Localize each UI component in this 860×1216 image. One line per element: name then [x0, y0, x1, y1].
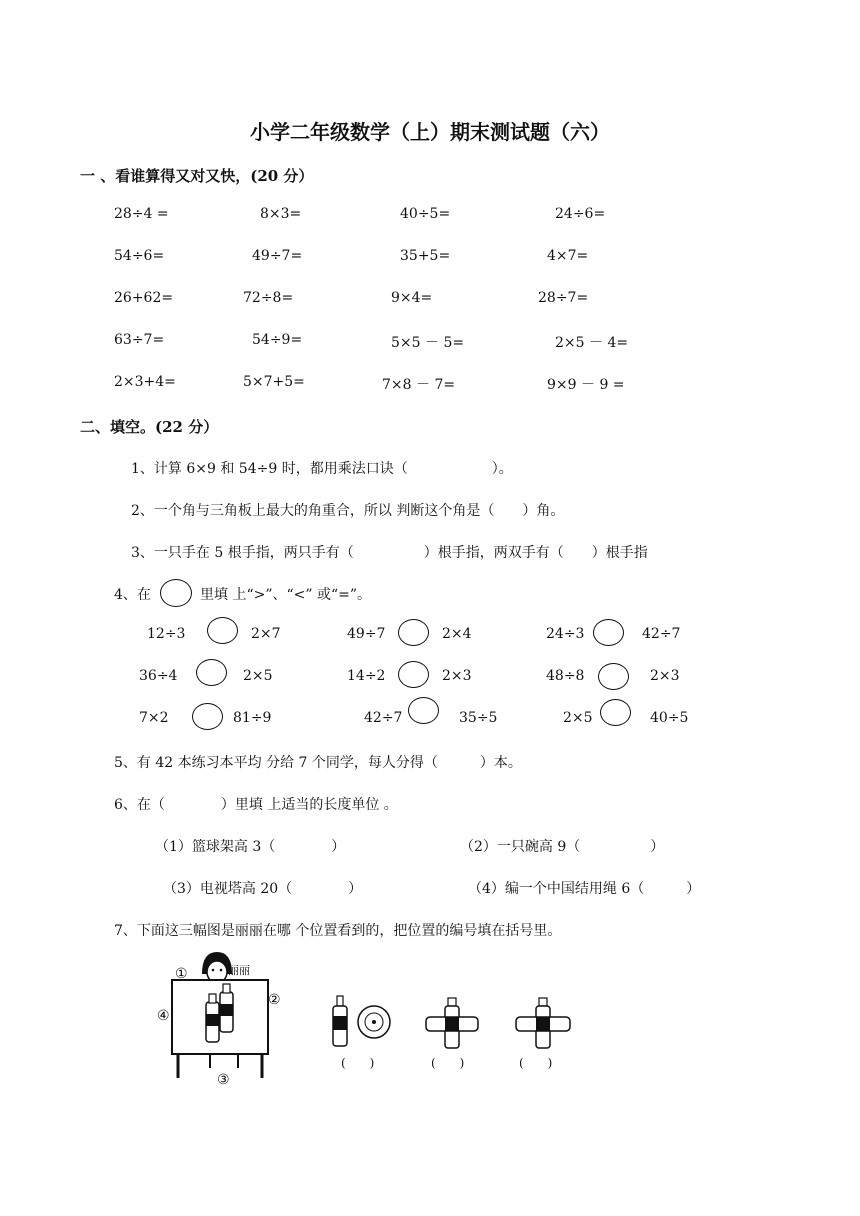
comparison-circle[interactable] [160, 579, 192, 607]
compare-left: 12÷3 [147, 626, 186, 642]
question-2: 2、一个角与三角板上最大的角重合，所以 判断这个角是（ ）角。 [131, 503, 565, 519]
compare-right: 42÷7 [642, 626, 681, 642]
compare-left: 24÷3 [546, 626, 585, 642]
comparison-circle[interactable] [598, 663, 629, 690]
calc-item: 4×7= [547, 248, 589, 264]
calc-item: 40÷5= [400, 206, 451, 222]
compare-left: 2×5 [563, 710, 593, 726]
answer-blank-1[interactable]: ( ) [341, 1056, 375, 1070]
position-2: ② [268, 992, 281, 1008]
calc-item: 72÷8= [243, 290, 294, 306]
compare-left: 36÷4 [139, 668, 178, 684]
comparison-circle[interactable] [398, 661, 429, 688]
position-4: ④ [157, 1008, 170, 1024]
view-2-figure [422, 996, 482, 1052]
calc-item: 35+5= [400, 248, 451, 264]
compare-left: 14÷2 [347, 668, 386, 684]
comparison-circle[interactable] [207, 617, 238, 644]
compare-right: 2×3 [442, 668, 472, 684]
compare-right: 2×3 [650, 668, 680, 684]
calc-item: 5×5 － 5= [391, 335, 465, 351]
calc-item: 24÷6= [555, 206, 606, 222]
page-title: 小学二年级数学（上）期末测试题（六） [250, 120, 610, 144]
q6-item-2: （2）一只碗高 9（ ） [460, 839, 665, 855]
calc-item: 54÷6= [114, 248, 165, 264]
question-4-prefix: 4、在 [114, 587, 151, 603]
calc-item: 7×8 － 7= [382, 377, 456, 393]
answer-blank-3[interactable]: ( ) [519, 1056, 553, 1070]
compare-left: 7×2 [139, 710, 169, 726]
comparison-circle[interactable] [398, 619, 429, 646]
compare-left: 48÷8 [546, 668, 585, 684]
calc-item: 54÷9= [252, 332, 303, 348]
question-6: 6、在（ ）里填 上适当的长度单位 。 [114, 797, 398, 813]
compare-right: 2×7 [251, 626, 281, 642]
compare-right: 2×4 [442, 626, 472, 642]
compare-right: 40÷5 [650, 710, 689, 726]
calc-item: 63÷7= [114, 332, 165, 348]
view-3-figure [512, 996, 574, 1052]
question-7: 7、下面这三幅图是丽丽在哪 个位置看到的，把位置的编号填在括号里。 [114, 923, 562, 939]
q6-item-4: （4）编一个中国结用绳 6（ ） [468, 881, 701, 897]
bottle-icon [333, 996, 347, 1046]
compare-right: 35÷5 [459, 710, 498, 726]
calc-item: 9×9 － 9 = [547, 377, 625, 393]
calc-item: 5×7+5= [243, 374, 305, 390]
comparison-circle[interactable] [408, 697, 439, 724]
calc-item: 26+62= [114, 290, 174, 306]
girl-label: 丽丽 [228, 964, 250, 977]
calc-item: 28÷7= [538, 290, 589, 306]
position-3: ③ [217, 1072, 230, 1088]
compare-left: 49÷7 [347, 626, 386, 642]
question-5: 5、有 42 本练习本平均 分给 7 个同学，每人分得（ ）本。 [114, 755, 522, 771]
compare-right: 81÷9 [233, 710, 272, 726]
bottle-top-icon [358, 1006, 390, 1038]
compare-left: 42÷7 [364, 710, 403, 726]
comparison-circle[interactable] [196, 659, 227, 686]
calc-item: 2×5 － 4= [555, 335, 629, 351]
calc-item: 2×3+4= [114, 374, 176, 390]
compare-right: 2×5 [243, 668, 273, 684]
calc-item: 49÷7= [252, 248, 303, 264]
question-4-suffix: 里填 上“>”、“<” 或“=”。 [200, 587, 372, 603]
question-3: 3、一只手在 5 根手指，两只手有（ ）根手指，两双手有（ ）根手指 [131, 545, 648, 561]
comparison-circle[interactable] [593, 619, 624, 646]
answer-blank-2[interactable]: ( ) [431, 1056, 465, 1070]
calc-item: 9×4= [391, 290, 433, 306]
comparison-circle[interactable] [600, 699, 631, 726]
q6-item-3: （3）电视塔高 20（ ） [163, 881, 363, 897]
q6-item-1: （1）篮球架高 3（ ） [155, 839, 346, 855]
section1-heading: 一 、看谁算得又对又快，(20 分） [80, 167, 314, 185]
calc-item: 28÷4 = [114, 206, 169, 222]
comparison-circle[interactable] [192, 703, 223, 730]
calc-item: 8×3= [260, 206, 302, 222]
section2-heading: 二、填空。(22 分） [80, 418, 219, 436]
question-1: 1、计算 6×9 和 54÷9 时，都用乘法口诀（ ）。 [131, 461, 513, 477]
position-1: ① [175, 966, 188, 982]
view-1-figure [326, 992, 396, 1050]
